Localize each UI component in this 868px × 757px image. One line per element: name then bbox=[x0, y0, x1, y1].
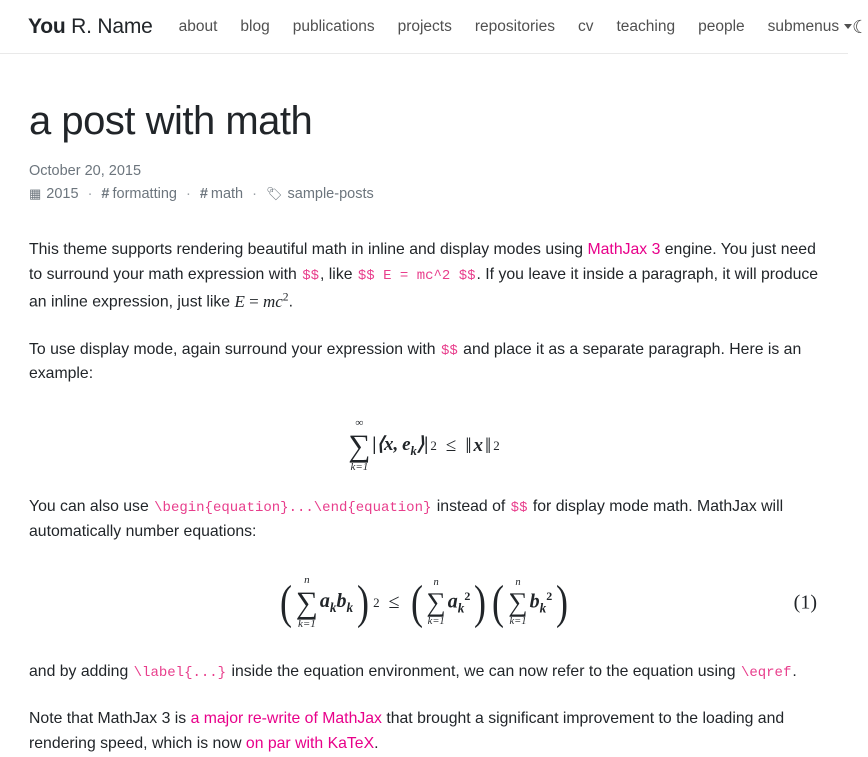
code-dollar-1: $$ bbox=[302, 267, 320, 284]
p1-text-d: . If you leave it inside a paragraph, it will produce an inline expression, just like bbox=[29, 265, 819, 311]
p2-text-b: and place it as a separate paragraph. Here is an example: bbox=[29, 340, 802, 383]
meta-year[interactable] bbox=[29, 186, 79, 202]
p3-text-b: instead of bbox=[432, 498, 510, 516]
meta-year-label: 2015 bbox=[46, 186, 79, 202]
p1-text-a: This theme supports rendering beautiful math in inline and display modes using bbox=[29, 241, 588, 258]
paragraph-label-eqref bbox=[29, 660, 819, 685]
meta-separator-1: · bbox=[87, 186, 93, 202]
code-dollar-2: $$ bbox=[440, 342, 458, 359]
nav-item-blog[interactable]: blog bbox=[240, 17, 270, 35]
brand-strong: You bbox=[28, 14, 66, 38]
tag-icon: 🏷 bbox=[265, 186, 283, 201]
nav-item-cv[interactable]: cv bbox=[577, 17, 594, 35]
summation-symbol-a2: n ∑ k=1 bbox=[426, 576, 446, 628]
code-emc2: $$ E = mc^2 $$ bbox=[357, 267, 476, 284]
left-paren-3: ( bbox=[492, 575, 505, 629]
right-paren-1: ) bbox=[357, 575, 370, 629]
nav-item-submenus-label: submenus bbox=[767, 17, 840, 35]
code-begin-equation: \begin{equation}...\end{equation} bbox=[154, 500, 432, 517]
moon-icon: ☾ bbox=[852, 16, 868, 37]
display-equation-bessel: ∞ ∑ k=1 |⟨x, $e_k⟩|$ 2 ≤ ‖ x ‖ 2 bbox=[348, 417, 500, 474]
meta-separator-2: · bbox=[185, 186, 191, 202]
hash-icon: # bbox=[199, 186, 208, 202]
p2-text-a: To use display mode, again surround your expression with bbox=[29, 340, 440, 358]
left-paren-2: ( bbox=[410, 575, 423, 629]
post-date: October 20, 2015 bbox=[29, 163, 142, 179]
p1-text-c: , like bbox=[320, 265, 357, 283]
meta-tag-formatting-label: formatting bbox=[112, 186, 177, 202]
code-dollar-3: $$ bbox=[510, 500, 528, 517]
p5-text-b: that brought a significant improvement to the loading and rendering speed, which is now bbox=[29, 710, 785, 753]
meta-tag-math-label: math bbox=[210, 186, 244, 202]
page-title: a post with math bbox=[29, 99, 313, 143]
meta-tag-math[interactable] bbox=[200, 186, 243, 202]
chevron-down-icon bbox=[844, 24, 852, 29]
p4-text-c: . bbox=[792, 663, 797, 681]
calendar-icon: ▦ bbox=[29, 186, 42, 201]
meta-category-label: sample-posts bbox=[287, 186, 374, 202]
code-label: \label{...} bbox=[133, 665, 227, 682]
p5-text-c: . bbox=[374, 735, 379, 753]
equation-number: (1) bbox=[793, 591, 817, 614]
site-brand[interactable] bbox=[28, 15, 153, 39]
display-equation-cauchy-schwarz: ( n ∑ k=1 $a_kb_k$ ) 2 ≤ ( n ∑ k=1 $a_k^2$ ) ( n ∑ k=1 $b_k^2$ ) (1) bbox=[279, 574, 817, 631]
theme-toggle-button[interactable] bbox=[852, 18, 868, 36]
summation-symbol-b2: n ∑ k=1 bbox=[508, 576, 528, 628]
meta-tag-formatting[interactable] bbox=[101, 186, 177, 202]
nav-item-about[interactable]: about bbox=[178, 17, 218, 35]
nav-links bbox=[179, 18, 853, 36]
p3-text-a: You can also use bbox=[29, 498, 154, 516]
paragraph-display-mode bbox=[29, 338, 819, 388]
meta-category-sample-posts[interactable] bbox=[266, 186, 374, 202]
p4-text-b: inside the equation environment, we can now refer to the equation using bbox=[227, 663, 740, 681]
top-navbar bbox=[0, 0, 868, 54]
nav-item-teaching[interactable]: teaching bbox=[616, 17, 676, 35]
summation-symbol-ab: n ∑ k=1 bbox=[295, 574, 318, 631]
p3-text-c: for display mode math. MathJax will automatically number equations: bbox=[29, 498, 784, 541]
p1-text-b: engine. You just need to surround your math expression with bbox=[29, 241, 816, 283]
code-eqref: \eqref bbox=[740, 665, 792, 682]
link-mathjax-rewrite[interactable]: a major re-write of MathJax bbox=[190, 710, 382, 728]
p5-text-a: Note that MathJax 3 is bbox=[29, 710, 191, 728]
brand-rest: R. Name bbox=[65, 14, 153, 38]
right-paren-2: ) bbox=[474, 575, 487, 629]
nav-item-publications[interactable]: publications bbox=[292, 17, 375, 35]
hash-icon: # bbox=[101, 186, 110, 202]
nav-item-people[interactable]: people bbox=[698, 17, 745, 35]
inline-math-emc2: $E = mc^2$ bbox=[234, 289, 289, 311]
nav-item-repositories[interactable]: repositories bbox=[474, 17, 555, 35]
post-content bbox=[0, 98, 848, 757]
right-paren-3: ) bbox=[556, 575, 569, 629]
nav-item-projects[interactable]: projects bbox=[397, 17, 452, 35]
p4-text-a: and by adding bbox=[29, 663, 133, 681]
post-meta bbox=[29, 186, 819, 202]
meta-separator-3: · bbox=[252, 186, 257, 202]
link-mathjax3[interactable]: MathJax 3 bbox=[587, 241, 661, 258]
paragraph-equation-env bbox=[29, 495, 819, 545]
left-paren-1: ( bbox=[279, 575, 292, 629]
nav-item-submenus[interactable] bbox=[768, 18, 853, 36]
summation-symbol: ∞ ∑ k=1 bbox=[348, 417, 371, 474]
paragraph-intro bbox=[29, 238, 819, 316]
paragraph-mathjax-note bbox=[29, 707, 819, 757]
link-katex-parity[interactable]: on par with KaTeX bbox=[245, 735, 375, 753]
p1-text-e: . bbox=[288, 293, 293, 311]
